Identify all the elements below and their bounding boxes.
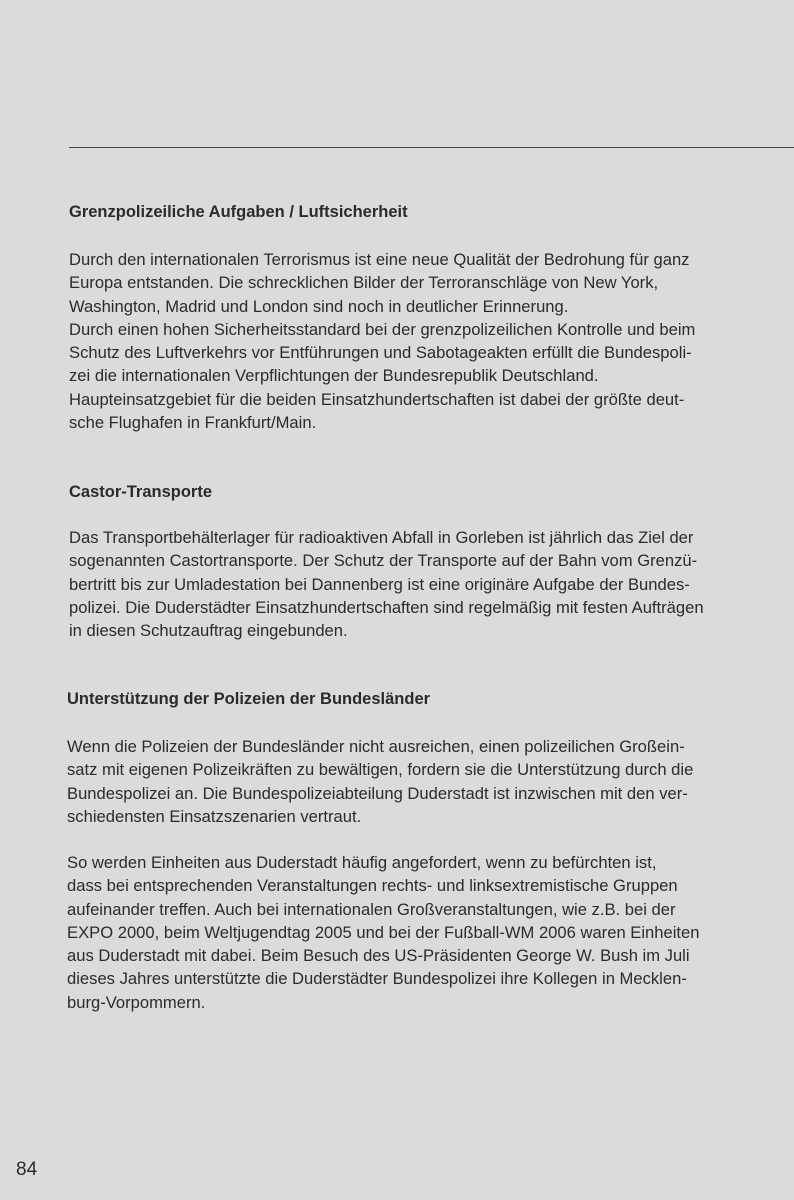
text-line: sche Flughafen in Frankfurt/Main.: [69, 413, 317, 433]
section-paragraph: [69, 526, 704, 642]
section-heading-border-police: Grenzpolizeiliche Aufgaben / Luftsicherheit: [69, 203, 408, 221]
section-paragraph: [69, 248, 695, 434]
text-line: burg-Vorpommern.: [67, 992, 206, 1012]
text-line: Bundespolizei an. Die Bundespolizeiabteilung Duderstadt ist inzwischen mit den ver-: [67, 783, 688, 803]
text-line: satz mit eigenen Polizeikräften zu bewältigen, fordern sie die Unterstützung durch die: [67, 760, 694, 780]
section-paragraph: [67, 735, 693, 828]
section-heading-castor: Castor-Transporte: [69, 483, 213, 501]
page-number: 84: [16, 1159, 38, 1180]
text-line: zei die internationalen Verpflichtungen der Bundesrepublik Deutschland.: [69, 366, 599, 386]
text-line: Europa entstanden. Die schrecklichen Bilder der Terroranschläge von New York,: [69, 273, 659, 293]
text-line: Wenn die Polizeien der Bundesländer nicht ausreichen, einen polizeilichen Großein-: [67, 737, 685, 756]
section-heading-state-police-support: Unterstützung der Polizeien der Bundesländer: [67, 690, 431, 708]
text-line: dieses Jahres unterstützte die Duderstädter Bundespolizei ihre Kollegen in Mecklen-: [67, 969, 687, 989]
text-line: Washington, Madrid und London sind noch in deutlicher Erinnerung.: [69, 296, 569, 316]
text-line: Das Transportbehälterlager für radioaktiven Abfall in Gorleben ist jährlich das Ziel der: [69, 528, 694, 547]
text-line: Haupteinsatzgebiet für die beiden Einsatzhundertschaften ist dabei der größte deut-: [69, 389, 685, 409]
text-line: schiedensten Einsatzszenarien vertraut.: [67, 806, 362, 826]
text-line: bertritt bis zur Umladestation bei Dannenberg ist eine originäre Aufgabe der Bundes-: [69, 574, 690, 594]
text-line: sogenannten Castortransporte. Der Schutz der Transporte auf der Bahn vom Grenzü-: [69, 551, 698, 571]
text-line: EXPO 2000, beim Weltjugendtag 2005 und bei der Fußball-WM 2006 waren Einheiten: [67, 922, 700, 942]
text-line: aus Duderstadt mit dabei. Beim Besuch des US-Präsidenten George W. Bush im Juli: [67, 946, 690, 966]
text-line: polizei. Die Duderstädter Einsatzhundertschaften sind regelmäßig mit festen Aufträgen: [69, 597, 704, 617]
text-line: So werden Einheiten aus Duderstadt häufig angefordert, wenn zu befürchten ist,: [67, 853, 657, 872]
header-rule: [69, 147, 794, 148]
text-line: aufeinander treffen. Auch bei internationalen Großveranstaltungen, wie z.B. bei der: [67, 899, 676, 919]
text-line: Schutz des Luftverkehrs vor Entführungen und Sabotageakten erfüllt die Bundespoli-: [69, 343, 692, 363]
text-line: Durch den internationalen Terrorismus ist eine neue Qualität der Bedrohung für ganz: [69, 250, 690, 269]
text-line: in diesen Schutzauftrag eingebunden.: [69, 621, 348, 641]
text-line: dass bei entsprechenden Veranstaltungen rechts- und linksextremistische Gruppen: [67, 876, 678, 896]
section-paragraph: [67, 851, 699, 1014]
text-line: Durch einen hohen Sicherheitsstandard bei der grenzpolizeilichen Kontrolle und beim: [69, 319, 696, 339]
